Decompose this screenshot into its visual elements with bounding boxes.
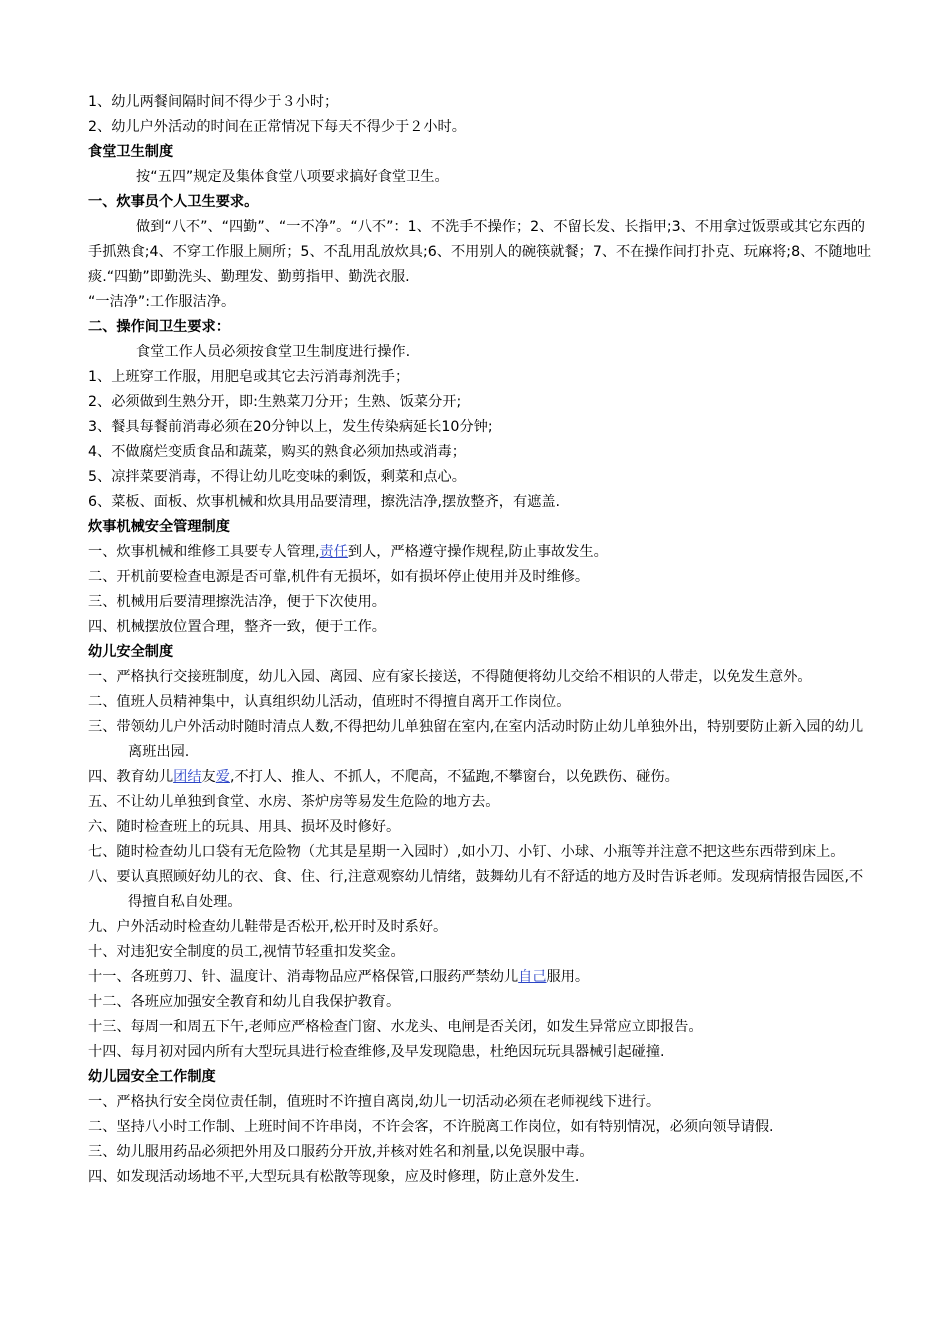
heading-workroom-hygiene: 二、操作间卫生要求：: [88, 319, 230, 335]
heading-personal-hygiene: 一、炊事员个人卫生要求。: [88, 194, 259, 210]
kindergarten-item-4: 四、如发现活动场地不平,大型玩具有松散等现象，应及时修理，防止意外发生.: [88, 1169, 580, 1185]
machine-item-2: 二、开机前要检查电源是否可靠,机件有无损坏，如有损坏停止使用并及时维修。: [88, 569, 590, 585]
heading-kindergarten-safety: 幼儿园安全工作制度: [88, 1069, 216, 1085]
personal-hygiene-clean-clothes: “一洁净”:工作服洁净。: [88, 294, 236, 310]
heading-machine-safety: 炊事机械安全管理制度: [88, 519, 230, 535]
safety-item-5: 五、不让幼儿单独到食堂、水房、茶炉房等易发生危险的地方去。: [88, 794, 500, 810]
personal-hygiene-paragraph: 做到“八不”、“四勤”、“一不净”。“八不”：1、不洗手不操作；2、不留长发、长指甲;3、不用拿过饭票或其它东西的手抓熟食;4、不穿工作服上厕所；5、不乱用乱放炊具;6、不用别人的碗筷就餐；7、不在操作间打扑克、玩麻将;8、不随地吐痰.“四勤”即勤洗头、勤理发、勤剪指甲、勤洗衣服.: [88, 219, 872, 285]
safety-item-4-text-b: ,不打人、推人、不抓人，不爬高，不猛跑,不攀窗台，以免跌伤、碰伤。: [229, 769, 679, 785]
safety-item-4: [88, 765, 876, 790]
rule-outdoor-time: 2、幼儿户外活动的时间在正常情况下每天不得少于２小时。: [88, 119, 466, 135]
safety-item-13: 十三、每周一和周五下午,老师应严格检查门窗、水龙头、电闸是否关闭，如发生异常应立即报告。: [88, 1019, 703, 1035]
safety-item-2: 二、值班人员精神集中，认真组织幼儿活动，值班时不得擅自离开工作岗位。: [88, 694, 571, 710]
workroom-intro: 食堂工作人员必须按食堂卫生制度进行操作.: [136, 344, 411, 360]
safety-item-10: 十、对违犯安全制度的员工,视情节轻重扣发奖金。: [88, 944, 405, 960]
workroom-item-3: 3、餐具每餐前消毒必须在20分钟以上，发生传染病延长10分钟;: [88, 419, 493, 435]
machine-item-3: 三、机械用后要清理擦洗洁净，便于下次使用。: [88, 594, 386, 610]
kindergarten-item-2: 二、坚持八小时工作制、上班时间不许串岗，不许会客，不许脱离工作岗位，如有特别情况，必须向领导请假.: [88, 1119, 774, 1135]
workroom-item-4: 4、不做腐烂变质食品和蔬菜，购买的熟食必须加热或消毒；: [88, 444, 466, 460]
workroom-item-2: 2、必须做到生熟分开，即:生熟菜刀分开；生熟、饭菜分开;: [88, 394, 462, 410]
link-unity[interactable]: 团结: [173, 769, 202, 785]
workroom-item-5: 5、凉拌菜要消毒，不得让幼儿吃变味的剩饭，剩菜和点心。: [88, 469, 466, 485]
document-body: [88, 90, 876, 1190]
link-responsibility[interactable]: 责任: [319, 544, 348, 560]
machine-item-1: [88, 540, 876, 565]
safety-item-14: 十四、每月初对园内所有大型玩具进行检查维修,及早发现隐患，杜绝因玩玩具器械引起碰撞.: [88, 1044, 665, 1060]
kindergarten-item-1: 一、严格执行安全岗位责任制，值班时不许擅自离岗,幼儿一切活动必须在老师视线下进行。: [88, 1094, 661, 1110]
kindergarten-item-3: 三、幼儿服用药品必须把外用及口服药分开放,并核对姓名和剂量,以免误服中毒。: [88, 1144, 594, 1160]
safety-item-11: [88, 965, 876, 990]
safety-item-12: 十二、各班应加强安全教育和幼儿自我保护教育。: [88, 994, 401, 1010]
machine-item-1-text-a: 一、炊事机械和维修工具要专人管理,: [88, 544, 320, 560]
workroom-item-1: 1、上班穿工作服，用肥皂或其它去污消毒剂洗手；: [88, 369, 410, 385]
link-love[interactable]: 爱: [215, 769, 230, 785]
heading-canteen-hygiene: 食堂卫生制度: [88, 144, 174, 160]
safety-item-8: 八、要认真照顾好幼儿的衣、食、住、行,注意观察幼儿情绪，鼓舞幼儿有不舒适的地方及时告诉老师。发现病情报告园医,不得擅自私自处理。: [88, 869, 864, 910]
safety-item-11-text-a: 十一、各班剪刀、针、温度计、消毒物品应严格保管,口服药严禁幼儿: [88, 969, 519, 985]
machine-item-4: 四、机械摆放位置合理，整齐一致，便于工作。: [88, 619, 386, 635]
safety-item-9: 九、户外活动时检查幼儿鞋带是否松开,松开时及时系好。: [88, 919, 448, 935]
link-self[interactable]: 自己: [518, 969, 547, 985]
workroom-item-6: 6、菜板、面板、炊事机械和炊具用品要清理，擦洗洁净,摆放整齐，有遮盖.: [88, 494, 561, 510]
safety-item-1: 一、严格执行交接班制度，幼儿入园、离园、应有家长接送，不得随便将幼儿交给不相识的人带走，以免发生意外。: [88, 669, 812, 685]
safety-item-4-text-a: 四、教育幼儿: [88, 769, 174, 785]
safety-item-3: 三、带领幼儿户外活动时随时清点人数,不得把幼儿单独留在室内,在室内活动时防止幼儿单独外出，特别要防止新入园的幼儿离班出园.: [88, 719, 864, 760]
safety-item-7: 七、随时检查幼儿口袋有无危险物（尤其是星期一入园时）,如小刀、小钉、小球、小瓶等并注意不把这些东西带到床上。: [88, 844, 845, 860]
canteen-intro: 按“五四”规定及集体食堂八项要求搞好食堂卫生。: [136, 169, 449, 185]
rule-meal-interval: 1、幼儿两餐间隔时间不得少于３小时；: [88, 94, 339, 110]
machine-item-1-text-b: 到人，严格遵守操作规程,防止事故发生。: [347, 544, 608, 560]
safety-item-11-text-b: 服用。: [546, 969, 590, 985]
safety-item-4-text-mid: 友: [201, 769, 216, 785]
heading-child-safety: 幼儿安全制度: [88, 644, 174, 660]
safety-item-6: 六、随时检查班上的玩具、用具、损坏及时修好。: [88, 819, 401, 835]
